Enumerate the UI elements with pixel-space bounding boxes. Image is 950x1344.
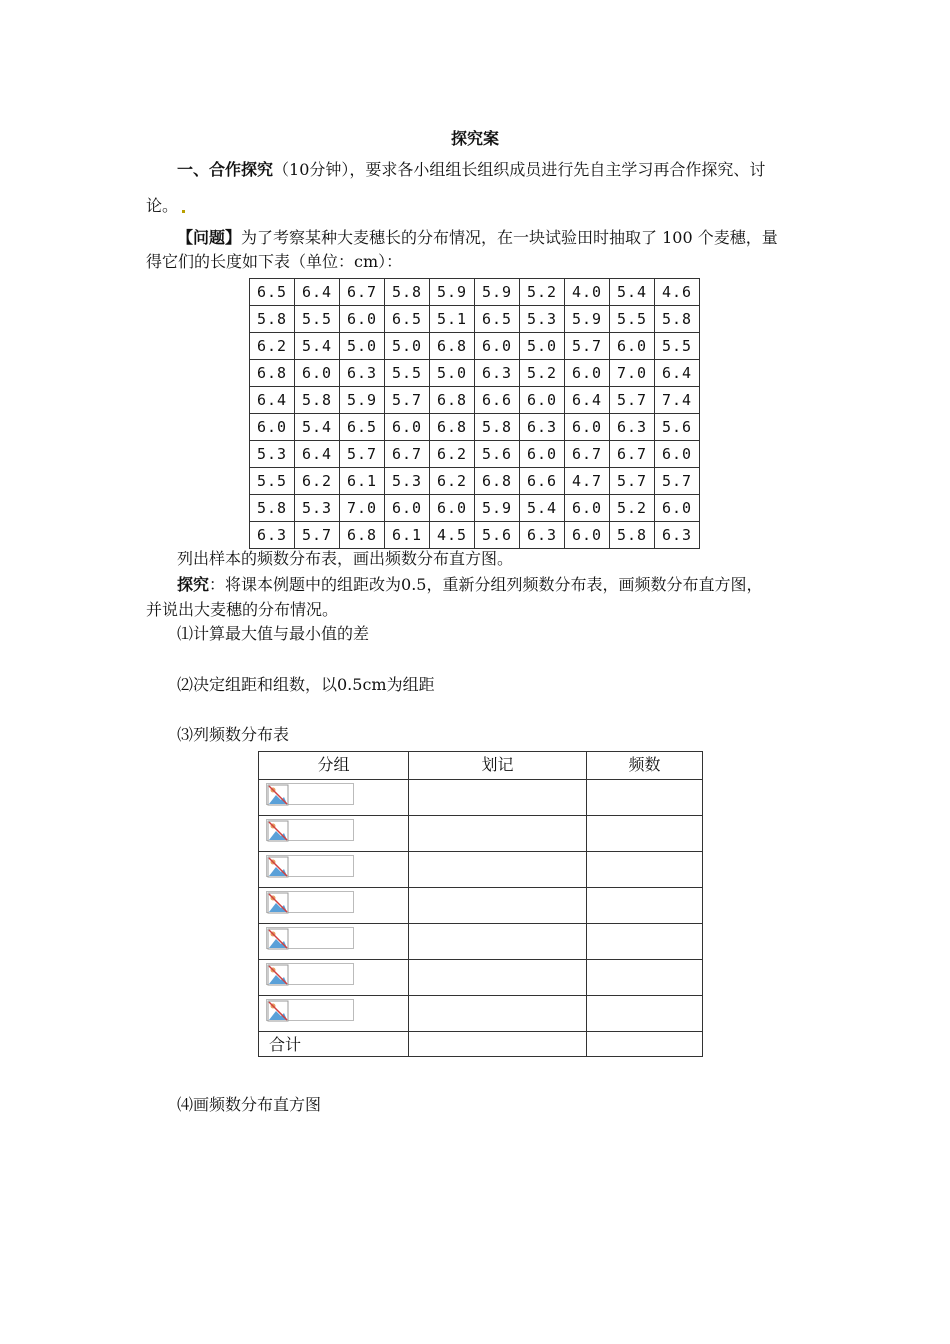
data-cell: 6.2 (250, 333, 295, 360)
frequency-cell (587, 816, 703, 852)
data-cell: 6.6 (475, 387, 520, 414)
group-cell (259, 888, 409, 924)
data-row (250, 522, 700, 549)
data-cell: 6.0 (340, 306, 385, 333)
marker-dot-icon (182, 210, 185, 213)
frequency-row (259, 960, 703, 996)
data-cell: 5.2 (520, 360, 565, 387)
data-cell: 5.4 (295, 333, 340, 360)
explore-line2: 并说出大麦穗的分布情况。 (146, 600, 339, 619)
frequency-total-row (259, 1032, 703, 1057)
problem-text1: 为了考察某种大麦穗长的分布情况，在一块试验田时抽取了 100 个麦穗，量 (241, 228, 778, 247)
data-cell: 6.0 (250, 414, 295, 441)
frequency-cell (587, 852, 703, 888)
data-cell: 5.4 (520, 495, 565, 522)
data-cell: 5.7 (295, 522, 340, 549)
data-row (250, 360, 700, 387)
group-cell (259, 852, 409, 888)
data-cell: 4.6 (655, 279, 700, 306)
group-cell (259, 924, 409, 960)
data-cell: 6.4 (295, 279, 340, 306)
data-cell: 6.4 (295, 441, 340, 468)
data-cell: 5.0 (340, 333, 385, 360)
total-tally-cell (409, 1032, 587, 1057)
after-table-text: 列出样本的频数分布表，画出频数分布直方图。 (177, 549, 514, 568)
explore-label: 探究 (177, 575, 210, 594)
data-cell: 5.8 (385, 279, 430, 306)
data-cell: 5.3 (250, 441, 295, 468)
data-cell: 6.2 (295, 468, 340, 495)
data-cell: 6.0 (565, 360, 610, 387)
data-cell: 5.9 (430, 279, 475, 306)
data-cell: 6.8 (430, 387, 475, 414)
data-cell: 5.9 (340, 387, 385, 414)
data-row (250, 279, 700, 306)
data-cell: 6.3 (610, 414, 655, 441)
sample-data-table (249, 278, 700, 549)
data-cell: 5.2 (610, 495, 655, 522)
header-tally: 划记 (409, 752, 587, 780)
data-cell: 6.8 (475, 468, 520, 495)
data-cell: 6.0 (430, 495, 475, 522)
data-cell: 5.7 (565, 333, 610, 360)
data-cell: 6.8 (430, 414, 475, 441)
data-cell: 6.6 (520, 468, 565, 495)
data-cell: 6.0 (475, 333, 520, 360)
problem-label: 【问题】 (177, 228, 242, 247)
step-1: ⑴计算最大值与最小值的差 (177, 624, 370, 643)
data-cell: 6.2 (430, 468, 475, 495)
data-cell: 5.5 (250, 468, 295, 495)
frequency-row (259, 924, 703, 960)
data-row (250, 441, 700, 468)
data-cell: 7.0 (340, 495, 385, 522)
total-frequency-cell (587, 1032, 703, 1057)
group-cell (259, 960, 409, 996)
data-cell: 6.0 (610, 333, 655, 360)
data-cell: 5.8 (655, 306, 700, 333)
data-cell: 6.5 (475, 306, 520, 333)
data-cell: 6.7 (340, 279, 385, 306)
explore-text1: ：将课本例题中的组距改为0.5，重新分组列频数分布表，画频数分布直方图， (209, 575, 763, 594)
data-cell: 6.3 (250, 522, 295, 549)
data-cell: 5.2 (520, 279, 565, 306)
data-cell: 6.3 (340, 360, 385, 387)
frequency-cell (587, 960, 703, 996)
section1-heading: 一、合作探究 (177, 160, 274, 179)
data-cell: 5.4 (610, 279, 655, 306)
problem-line2: 得它们的长度如下表（单位：cm）： (146, 252, 403, 271)
data-cell: 5.4 (295, 414, 340, 441)
broken-image-icon (266, 927, 354, 949)
data-cell: 6.0 (655, 441, 700, 468)
data-cell: 6.3 (520, 522, 565, 549)
tally-cell (409, 816, 587, 852)
step-4: ⑷画频数分布直方图 (177, 1095, 322, 1114)
data-cell: 5.7 (610, 468, 655, 495)
data-cell: 5.9 (565, 306, 610, 333)
data-cell: 6.3 (655, 522, 700, 549)
data-cell: 6.7 (610, 441, 655, 468)
data-cell: 6.4 (655, 360, 700, 387)
section1-line1 (177, 160, 765, 180)
data-cell: 6.0 (385, 414, 430, 441)
data-cell: 6.0 (385, 495, 430, 522)
tally-cell (409, 888, 587, 924)
frequency-row (259, 996, 703, 1032)
data-cell: 5.8 (610, 522, 655, 549)
data-cell: 5.8 (475, 414, 520, 441)
data-cell: 6.7 (565, 441, 610, 468)
data-cell: 5.9 (475, 279, 520, 306)
frequency-cell (587, 996, 703, 1032)
data-cell: 5.0 (385, 333, 430, 360)
data-cell: 6.3 (520, 414, 565, 441)
data-cell: 5.5 (610, 306, 655, 333)
data-cell: 5.6 (475, 522, 520, 549)
data-cell: 5.0 (430, 360, 475, 387)
section1-cont: 论。 (146, 196, 179, 215)
data-cell: 5.8 (250, 495, 295, 522)
data-cell: 5.0 (520, 333, 565, 360)
data-cell: 5.5 (385, 360, 430, 387)
data-cell: 6.0 (565, 414, 610, 441)
data-cell: 6.8 (250, 360, 295, 387)
frequency-table (258, 751, 703, 1057)
tally-cell (409, 924, 587, 960)
group-cell (259, 996, 409, 1032)
explore-line1 (177, 575, 762, 595)
frequency-cell (587, 924, 703, 960)
data-cell: 4.5 (430, 522, 475, 549)
data-cell: 5.3 (520, 306, 565, 333)
data-cell: 6.3 (475, 360, 520, 387)
data-cell: 5.6 (655, 414, 700, 441)
tally-cell (409, 960, 587, 996)
data-cell: 6.0 (520, 441, 565, 468)
section1-line2 (146, 196, 185, 216)
header-group: 分组 (259, 752, 409, 780)
total-label: 合计 (259, 1032, 409, 1057)
data-row (250, 306, 700, 333)
data-cell: 7.0 (610, 360, 655, 387)
data-cell: 5.8 (250, 306, 295, 333)
data-cell: 7.4 (655, 387, 700, 414)
data-cell: 5.7 (385, 387, 430, 414)
frequency-row (259, 816, 703, 852)
tally-cell (409, 852, 587, 888)
data-cell: 6.0 (565, 522, 610, 549)
data-cell: 5.7 (340, 441, 385, 468)
data-cell: 5.7 (655, 468, 700, 495)
frequency-row (259, 888, 703, 924)
data-cell: 6.1 (385, 522, 430, 549)
data-cell: 6.0 (565, 495, 610, 522)
data-cell: 6.2 (430, 441, 475, 468)
data-cell: 6.5 (250, 279, 295, 306)
frequency-cell (587, 888, 703, 924)
data-row (250, 414, 700, 441)
group-cell (259, 816, 409, 852)
broken-image-icon (266, 963, 354, 985)
data-cell: 5.9 (475, 495, 520, 522)
page-title: 探究案 (450, 129, 499, 148)
step-2: ⑵决定组距和组数，以0.5cm为组距 (177, 675, 435, 694)
problem-line1 (177, 228, 778, 248)
data-row (250, 468, 700, 495)
data-cell: 6.8 (340, 522, 385, 549)
data-row (250, 333, 700, 360)
data-cell: 5.3 (295, 495, 340, 522)
data-cell: 5.8 (295, 387, 340, 414)
frequency-row (259, 852, 703, 888)
data-cell: 6.4 (250, 387, 295, 414)
data-cell: 4.7 (565, 468, 610, 495)
frequency-row (259, 780, 703, 816)
broken-image-icon (266, 999, 354, 1021)
step-3: ⑶列频数分布表 (177, 725, 290, 744)
section1-text: （10分钟），要求各小组组长组织成员进行先自主学习再合作探究、讨 (273, 160, 766, 179)
data-cell: 6.4 (565, 387, 610, 414)
data-cell: 5.6 (475, 441, 520, 468)
tally-cell (409, 780, 587, 816)
data-cell: 6.0 (655, 495, 700, 522)
data-row (250, 495, 700, 522)
data-cell: 5.5 (295, 306, 340, 333)
data-cell: 5.5 (655, 333, 700, 360)
data-cell: 5.1 (430, 306, 475, 333)
data-cell: 5.3 (385, 468, 430, 495)
data-cell: 6.5 (340, 414, 385, 441)
frequency-table-header (259, 752, 703, 780)
broken-image-icon (266, 855, 354, 877)
data-cell: 6.0 (295, 360, 340, 387)
data-cell: 6.8 (430, 333, 475, 360)
broken-image-icon (266, 783, 354, 805)
tally-cell (409, 996, 587, 1032)
broken-image-icon (266, 891, 354, 913)
data-cell: 6.7 (385, 441, 430, 468)
data-cell: 6.0 (520, 387, 565, 414)
data-cell: 5.7 (610, 387, 655, 414)
group-cell (259, 780, 409, 816)
broken-image-icon (266, 819, 354, 841)
frequency-cell (587, 780, 703, 816)
data-cell: 6.5 (385, 306, 430, 333)
data-cell: 4.0 (565, 279, 610, 306)
data-cell: 6.1 (340, 468, 385, 495)
data-row (250, 387, 700, 414)
header-frequency: 频数 (587, 752, 703, 780)
